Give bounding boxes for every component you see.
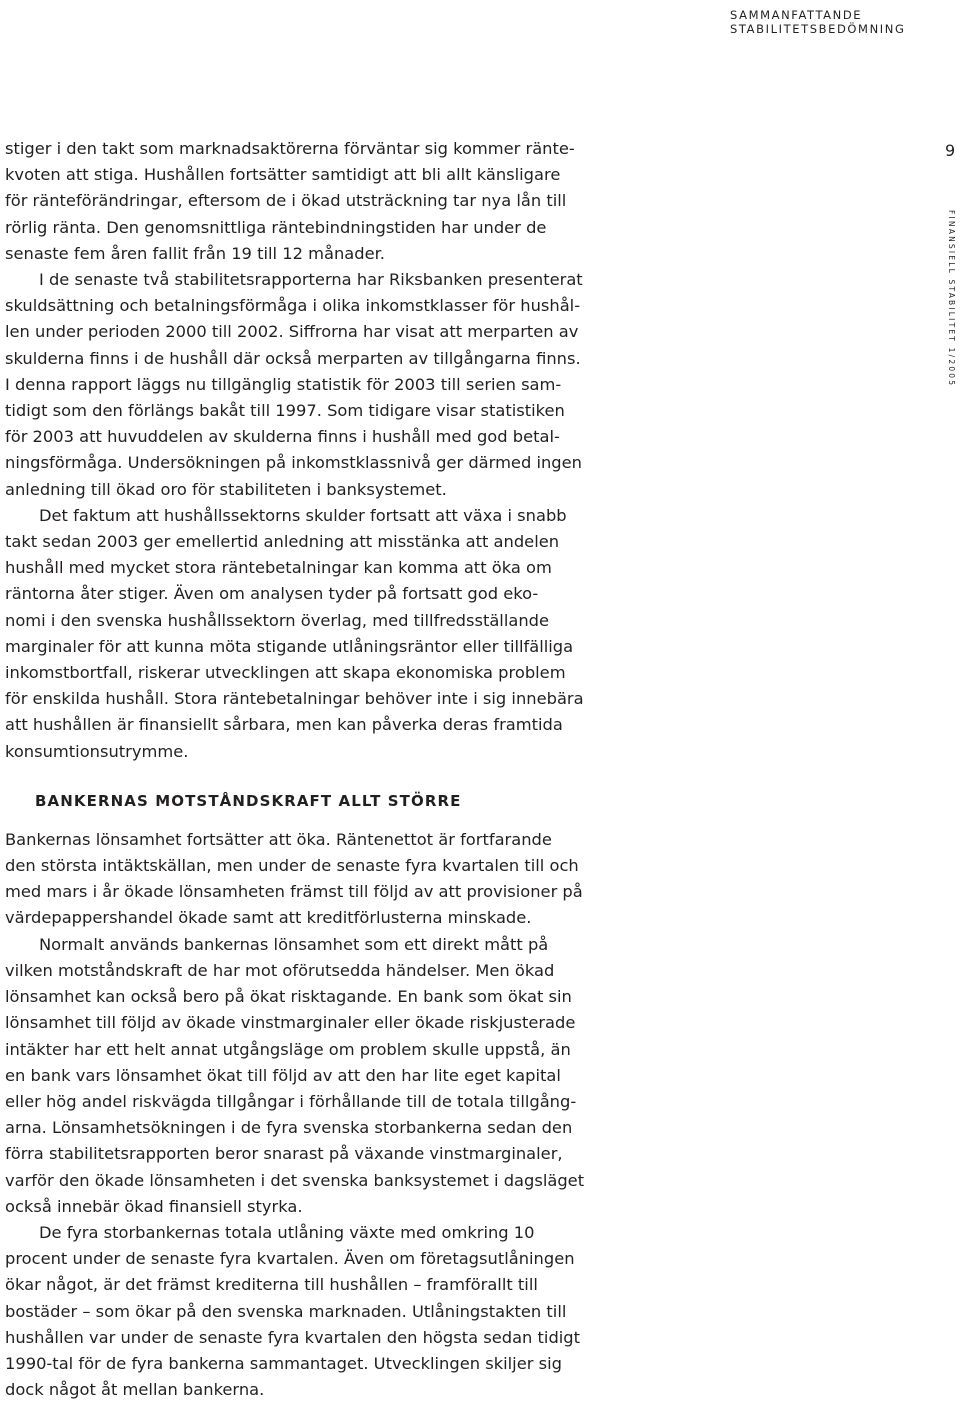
text-line: också innebär ökad finansiell styrka. [5,1196,303,1216]
text-line: varför den ökade lönsamheten i det svenska banksystemet i dagsläget [5,1170,585,1190]
running-header-line-2: STABILITETSBEDÖMNING [730,22,906,36]
section-heading: BANKERNAS MOTSTÅNDSKRAFT ALLT STÖRRE [35,791,462,810]
text-line: kvoten att stiga. Hushållen fortsätter samtidigt att bli allt känsligare [5,165,561,185]
text-line: ökar något, är det främst krediterna till hushållen – framförallt till [5,1275,538,1295]
text-line: lönsamhet kan också bero på ökat risktagande. En bank som ökat sin [5,987,572,1007]
text-line: skulderna finns i de hushåll där också merparten av tillgångarna finns. [5,348,581,368]
text-line: för ränteförändringar, eftersom de i ökad utsträckning tar nya lån till [5,191,567,211]
text-line: nomi i den svenska hushållssektorn överlag, med tillfredsställande [5,610,550,630]
spacer [5,811,545,827]
body-text [5,136,585,1403]
text-line: inkomstbortfall, riskerar utvecklingen att skapa ekonomiska problem [5,663,566,683]
text-line: I denna rapport läggs nu tillgänglig statistik för 2003 till serien sam- [5,374,562,394]
paragraph [5,1220,581,1403]
spacer [5,765,545,791]
text-line: konsumtionsutrymme. [5,741,189,761]
text-line: tidigt som den förlängs bakåt till 1997. Som tidigare visar statistiken [5,401,565,421]
paragraph [5,267,583,503]
text-line: den största intäktskällan, men under de senaste fyra kvartalen till och [5,856,579,876]
text-line: med mars i år ökade lönsamheten främst till följd av att provisioner på [5,882,583,902]
text-line: eller hög andel riskvägda tillgångar i förhållande till de totala tillgång- [5,1091,577,1111]
text-line: De fyra storbankernas totala utlåning växte med omkring 10 [39,1222,535,1242]
text-line: Bankernas lönsamhet fortsätter att öka. Räntenettot är fortfarande [5,829,552,849]
text-line: bostäder – som ökar på den svenska marknaden. Utlåningstakten till [5,1301,567,1321]
paragraph [5,503,584,765]
text-line: lönsamhet till följd av ökade vinstmarginaler eller ökade riskjusterade [5,1013,576,1033]
paragraph [5,932,585,1220]
text-line: Det faktum att hushållssektorns skulder fortsatt att växa i snabb [39,505,567,525]
text-line: I de senaste två stabilitetsrapporterna har Riksbanken presenterat [39,270,583,290]
text-line: räntorna åter stiger. Även om analysen tyder på fortsatt god eko- [5,584,539,604]
text-line: dock något åt mellan bankerna. [5,1380,265,1400]
text-line: skuldsättning och betalningsförmåga i olika inkomstklasser för hushål- [5,296,581,316]
text-line: ningsförmåga. Undersökningen på inkomstklassnivå ger därmed ingen [5,453,582,473]
text-line: hushållen var under de senaste fyra kvartalen den högsta sedan tidigt [5,1327,581,1347]
text-line: 1990-tal för de fyra bankerna sammantaget. Utvecklingen skiljer sig [5,1353,562,1373]
side-label: FINANSIELL STABILITET 1/2005 [947,210,956,388]
text-line: anledning till ökad oro för stabiliteten i banksystemet. [5,479,447,499]
paragraph [5,136,575,267]
page-number: 9 [945,141,956,160]
text-line: för 2003 att huvuddelen av skulderna finns i hushåll med god betal- [5,427,560,447]
text-line: värdepappershandel ökade samt att kreditförlusterna minskade. [5,908,532,928]
text-line: för enskilda hushåll. Stora räntebetalningar behöver inte i sig innebära [5,689,584,709]
text-line: hushåll med mycket stora räntebetalningar kan komma att öka om [5,558,552,578]
text-line: vilken motståndskraft de har mot oförutsedda händelser. Men ökad [5,960,555,980]
text-line: marginaler för att kunna möta stigande utlåningsräntor eller tillfälliga [5,636,574,656]
text-line: intäkter har ett helt annat utgångsläge om problem skulle uppstå, än [5,1039,571,1059]
text-line: takt sedan 2003 ger emellertid anledning att misstänka att andelen [5,532,560,552]
text-line: rörlig ränta. Den genomsnittliga räntebindningstiden har under de [5,217,547,237]
text-line: förra stabilitetsrapporten beror snarast på växande vinstmarginaler, [5,1144,563,1164]
text-line: att hushållen är finansiellt sårbara, men kan påverka deras framtida [5,715,563,735]
text-line: senaste fem åren fallit från 19 till 12 månader. [5,243,385,263]
text-line: en bank vars lönsamhet ökat till följd av att den har lite eget kapital [5,1065,561,1085]
text-line: stiger i den takt som marknadsaktörerna förväntar sig kommer ränte- [5,139,575,158]
text-line: len under perioden 2000 till 2002. Siffrorna har visat att merparten av [5,322,579,342]
text-line: procent under de senaste fyra kvartalen. Även om företagsutlåningen [5,1249,575,1269]
paragraph [5,827,583,932]
text-line: arna. Lönsamhetsökningen i de fyra svenska storbankerna sedan den [5,1118,573,1138]
running-header [730,8,906,36]
text-line: Normalt används bankernas lönsamhet som ett direkt mått på [39,934,549,954]
running-header-line-1: SAMMANFATTANDE [730,8,863,22]
